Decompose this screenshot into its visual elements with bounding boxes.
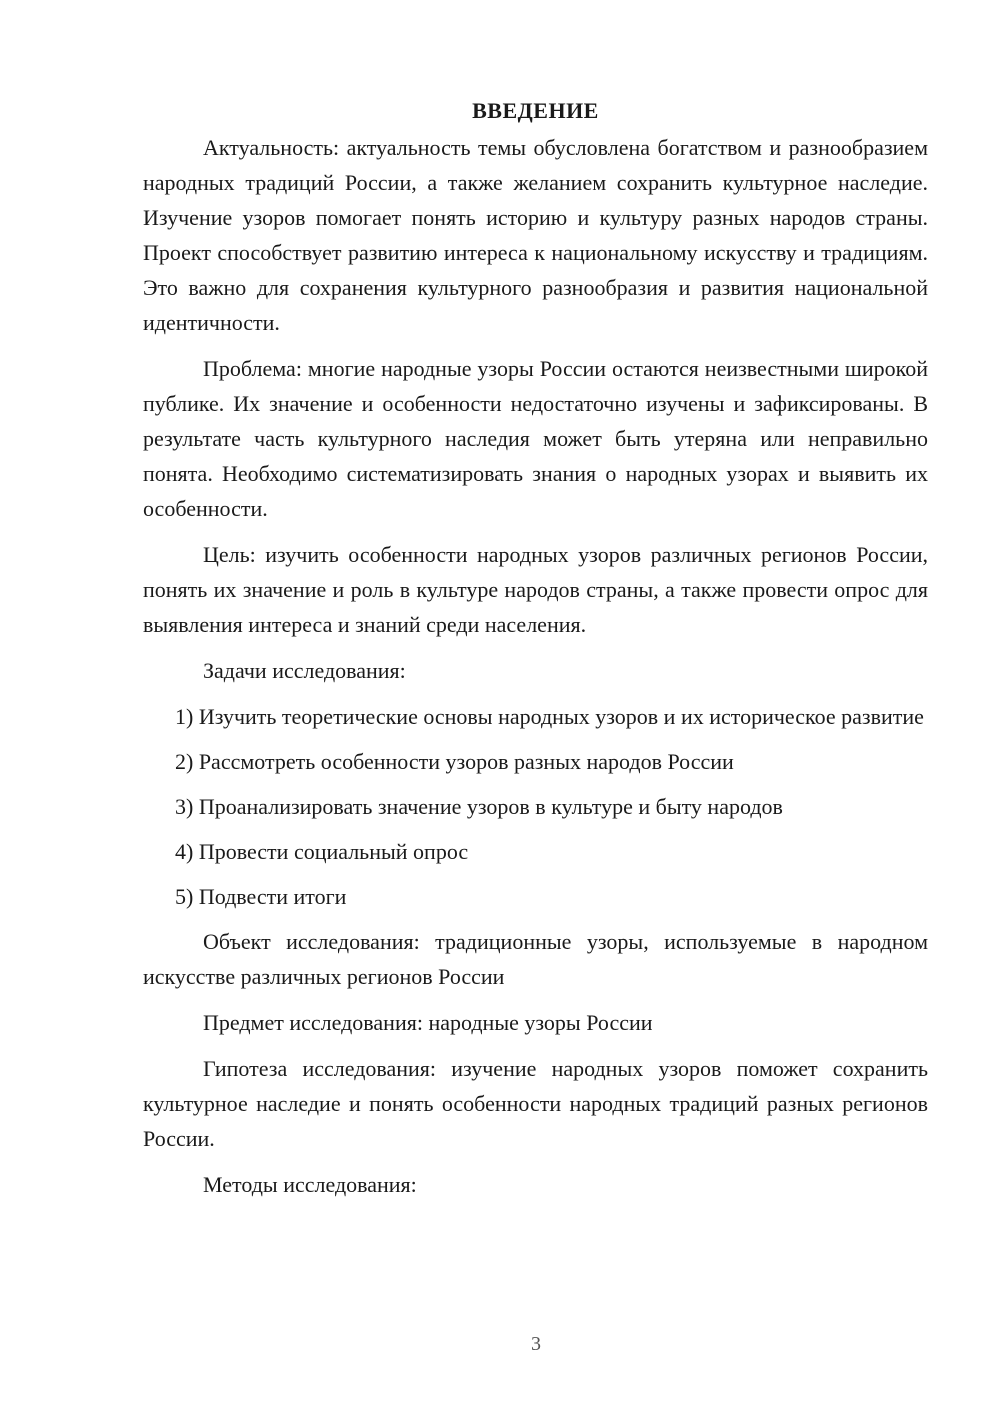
page-number: 3	[531, 1333, 541, 1355]
methods-heading: Методы исследования:	[203, 1172, 417, 1197]
task-item: 4) Провести социальный опрос	[175, 839, 469, 864]
subject-paragraph: Предмет исследования: народные узоры России	[203, 1010, 653, 1035]
goal-paragraph: Цель: изучить особенности народных узоров различных регионов России, понять их значение и роль в культуре народов страны, а также провести опрос для выявления интереса и знаний среди населения.	[143, 542, 928, 637]
problem-paragraph: Проблема: многие народные узоры России остаются неизвестными широкой публике. Их значение и особенности недостаточно изучены и зафиксированы. В результате часть культурного наследия может быть утеряна или неправильно понята. Необходимо систематизировать знания о народных узорах и выявить их особенности.	[143, 356, 928, 521]
section-heading: ВВЕДЕНИЕ	[472, 98, 599, 123]
tasks-heading: Задачи исследования:	[203, 658, 406, 683]
document-body	[143, 96, 928, 1213]
tasks-list	[143, 699, 928, 914]
relevance-paragraph: Актуальность: актуальность темы обусловлена богатством и разнообразием народных традиций России, а также желанием сохранить культурное наследие. Изучение узоров помогает понять историю и культуру разных народов страны. Проект способствует развитию интереса к национальному искусству и традициям. Это важно для сохранения культурного разнообразия и развития национальной идентичности.	[143, 135, 928, 335]
task-item: 2) Рассмотреть особенности узоров разных народов России	[175, 749, 734, 774]
task-item: 3) Проанализировать значение узоров в культуре и быту народов	[175, 794, 783, 819]
object-paragraph: Объект исследования: традиционные узоры, используемые в народном искусстве различных регионов России	[143, 929, 928, 989]
task-item: 5) Подвести итоги	[175, 884, 347, 909]
hypothesis-paragraph: Гипотеза исследования: изучение народных узоров поможет сохранить культурное наследие и понять особенности народных традиций разных регионов России.	[143, 1056, 928, 1151]
task-item: 1) Изучить теоретические основы народных узоров и их историческое развитие	[175, 704, 924, 729]
